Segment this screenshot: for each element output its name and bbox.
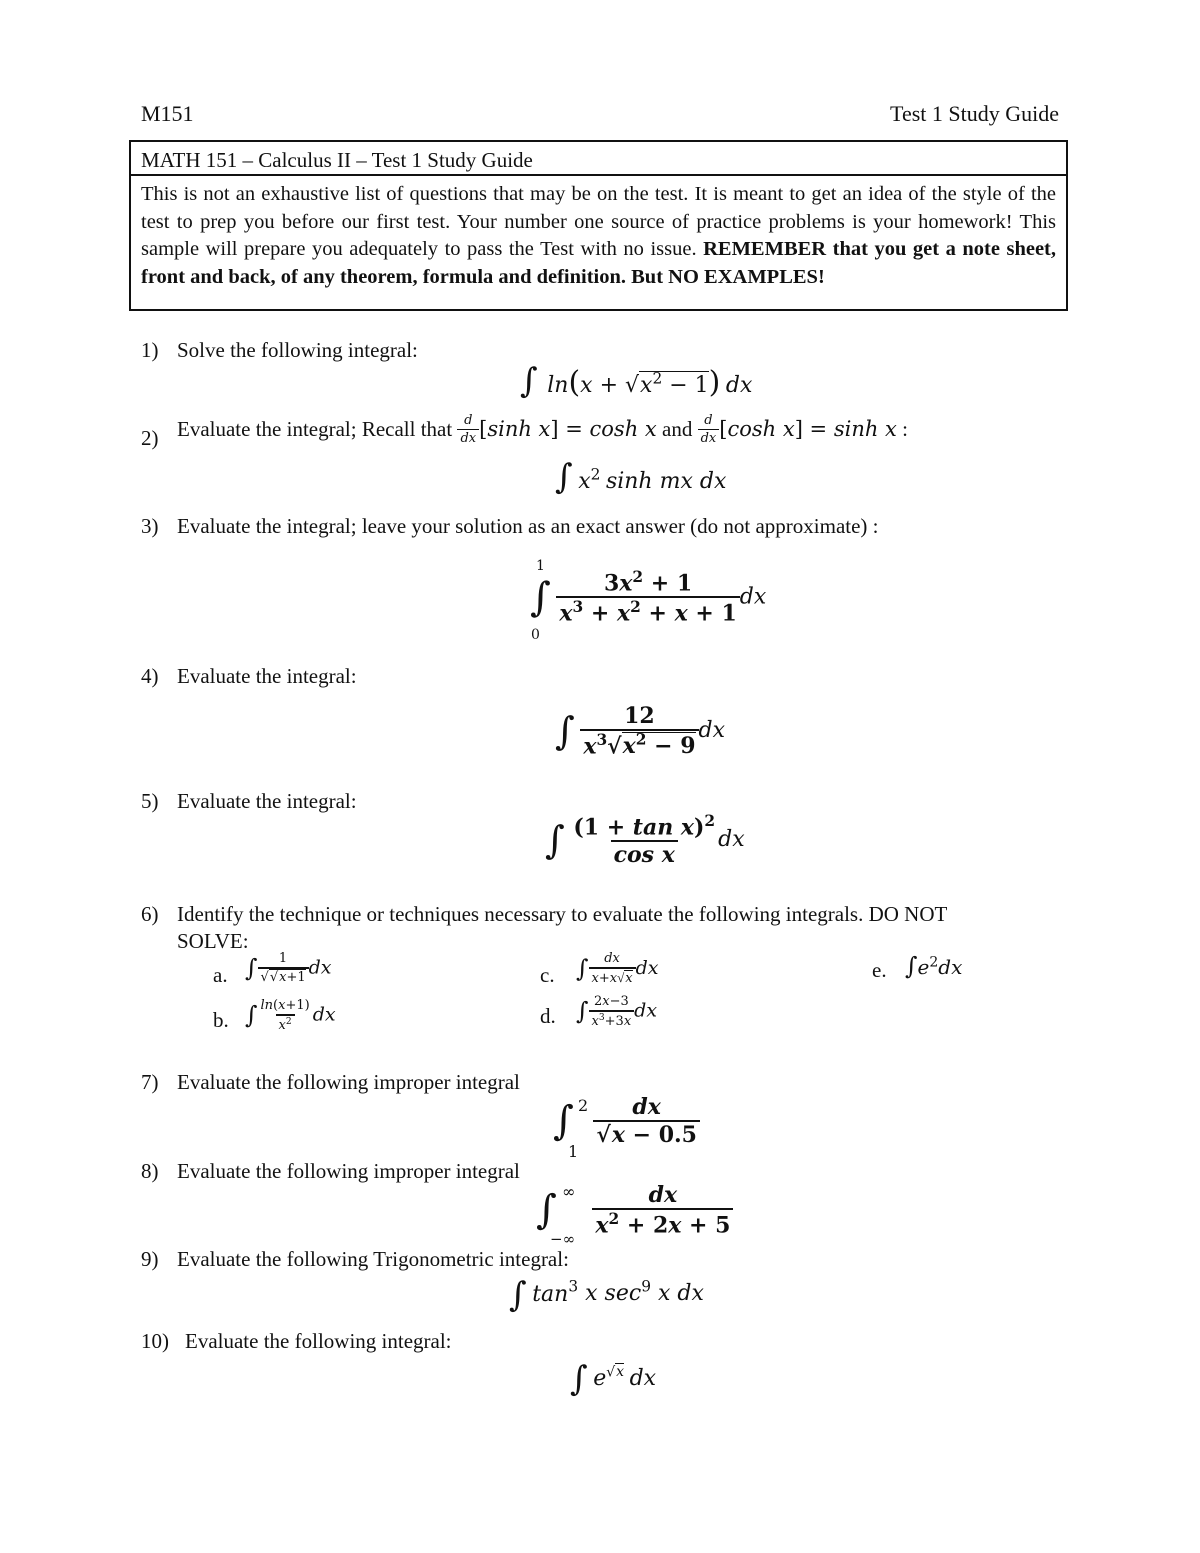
question-6-text-line2: SOLVE: (177, 929, 249, 953)
question-4-fraction (580, 703, 698, 760)
question-5-fraction (570, 812, 718, 869)
question-4-text: Evaluate the integral: (177, 664, 357, 688)
question-8-text: Evaluate the following improper integral (177, 1159, 520, 1183)
intro-text: This is not an exhaustive list of questions that may be on the test. It is meant to get an idea of the style of the test to prep you before our first test. Your number one source of practice problems is your homework! This sample will prepare you adequately to pass the Test with no issue. (141, 183, 1056, 260)
part-a-integral: ∫ $\frac{1}{√√x+1}$ dx (245, 951, 332, 985)
header-guide-title: Test 1 Study Guide (890, 101, 1059, 126)
question-3-lower-limit: 0 (531, 627, 540, 643)
question-7-lower-limit: 1 (568, 1142, 579, 1161)
question-7-upper-limit: 2 (578, 1096, 589, 1115)
question-1-number: 1) (141, 338, 159, 362)
question-9-integral: ∫ $\tan^3 x$ $\sec^9 x$ dx (509, 1275, 704, 1315)
question-5-denominator: cos x (611, 840, 678, 866)
question-3-fraction (556, 570, 739, 625)
question-8-lower-limit: −∞ (550, 1230, 576, 1248)
question-9-text: Evaluate the following Trigonometric integral: (177, 1247, 569, 1271)
question-1-integral: ∫ $\ln(x + √x^2 - 1)$ dx (520, 361, 753, 401)
box-title: MATH 151 – Calculus II – Test 1 Study Guide (131, 142, 1066, 176)
question-3-denominator: $x^3 + x^2 + x + 1$ (556, 596, 739, 624)
part-b-label: b. (213, 1008, 229, 1032)
question-7-numerator: dx (632, 1094, 661, 1120)
question-5-numerator: $(1 + \tan x)^2$ (573, 812, 716, 841)
question-3-numerator: $3x^2 + 1$ (603, 568, 693, 597)
question-3-number: 3) (141, 514, 159, 538)
part-a-label: a. (213, 963, 228, 987)
question-2-and: and (662, 417, 693, 441)
question-5-integral: ∫ $\frac{(1 + \tan x)^2}{\text{cos x}}$ dx (545, 812, 745, 869)
question-9-number: 9) (141, 1247, 159, 1271)
question-2-line: Evaluate the integral; Recall that $\frac{d}{dx}$ [sinh x] = cosh x and $\frac{d}{dx}$ [cosh x] = sinh x : (177, 413, 908, 446)
question-7-integral: ∫ $\frac{dx}{√x - 0.5}$ (553, 1096, 700, 1146)
question-8-fraction (592, 1182, 733, 1239)
question-4-integral: ∫ $\frac{12}{x^3√x^2 - 9}$ dx (555, 703, 726, 760)
question-3-upper-limit: 1 (536, 558, 545, 574)
box-body (141, 181, 1056, 291)
question-5-number: 5) (141, 789, 159, 813)
part-c-integral: ∫ $\frac{dx}{x+x√x}$ dx (576, 951, 659, 986)
question-7-text: Evaluate the following improper integral (177, 1070, 520, 1094)
part-e-label: e. (872, 958, 887, 982)
question-2-text: Evaluate the integral; Recall that (177, 417, 453, 441)
part-d-label: d. (540, 1004, 556, 1028)
part-c-label: c. (540, 963, 555, 987)
question-10-number: 10) (141, 1329, 169, 1353)
question-2-integral: ∫ $x^2$ sinh mx dx (555, 457, 727, 497)
part-b-integral: ∫ $\frac{\ln(x+1)}{x^2}$ dx (245, 998, 336, 1033)
question-10-integral: ∫ $e^{√x}$ dx (570, 1359, 657, 1399)
intro-box (129, 140, 1068, 311)
question-7-number: 7) (141, 1070, 159, 1094)
question-2-number: 2) (141, 426, 159, 450)
question-8-upper-limit: ∞ (562, 1182, 576, 1201)
question-8-numerator: dx (648, 1182, 678, 1208)
question-6-number: 6) (141, 902, 159, 926)
question-8-denominator: $x^2 + 2x + 5$ (592, 1208, 733, 1236)
question-2-end: : (902, 417, 908, 441)
reminder-text: REMEMBER that you get a note sheet, front and back, of any theorem, formula and definition. But NO EXAMPLES! (141, 238, 1056, 288)
question-7-fraction (593, 1096, 700, 1146)
question-5-text: Evaluate the integral: (177, 789, 357, 813)
question-4-number: 4) (141, 664, 159, 688)
ddx-fraction-2: $\frac{d}{dx}$ (698, 414, 720, 445)
ddx-fraction-1: $\frac{d}{dx}$ (457, 414, 479, 445)
question-3-text: Evaluate the integral; leave your solution as an exact answer (do not approximate) : (177, 514, 879, 538)
header-course-code: M151 (141, 101, 194, 126)
question-10-text: Evaluate the following integral: (185, 1329, 452, 1353)
question-3-integral: ∫ $\frac{3x^2 + 1}{x^3 + x^2 + x + 1}$ dx (530, 568, 767, 627)
question-1-text: Solve the following integral: (177, 338, 418, 362)
question-7-denominator: √x − 0.5 (593, 1120, 700, 1146)
question-6-text: Identify the technique or techniques necessary to evaluate the following integrals. DO NOT (177, 902, 948, 926)
question-8-number: 8) (141, 1159, 159, 1183)
question-4-denominator: $x^3√x^2 - 9$ (580, 729, 698, 757)
part-d-integral: ∫ $\frac{2x-3}{x^3+3x}$ dx (576, 994, 658, 1029)
question-8-integral: ∫ $\frac{dx}{x^2 + 2x + 5}$ (536, 1184, 733, 1236)
part-e-integral: $\int e^2dx$ (905, 952, 963, 980)
question-4-numerator: 12 (624, 703, 655, 729)
